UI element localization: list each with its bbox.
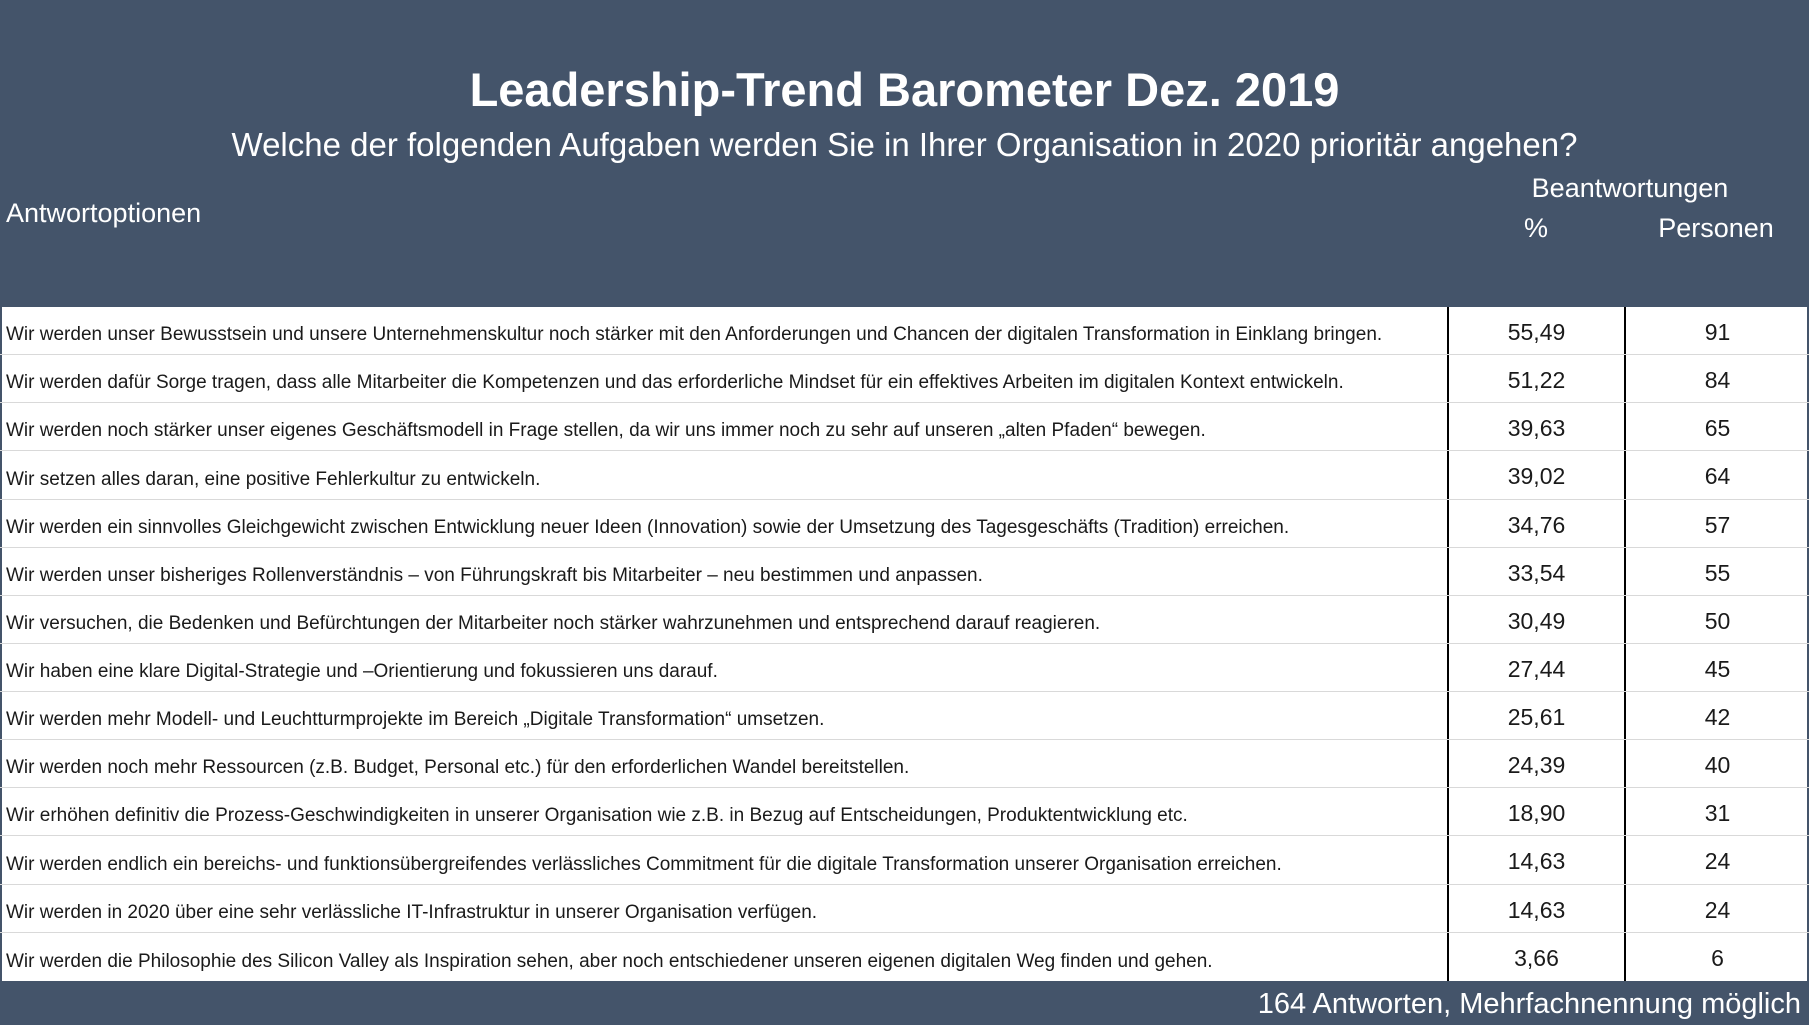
answer-option: Wir werden in 2020 über eine sehr verlässliche IT-Infrastruktur in unserer Organisation verfügen.: [6, 901, 818, 923]
answer-option: Wir werden endlich ein bereichs- und funktionsübergreifendes verlässliches Commitment für die digitale Transformation unserer Organisation erreichen.: [6, 853, 1282, 875]
table-row: [0, 885, 1809, 933]
column-header-persons: Personen: [1658, 213, 1774, 243]
table-footer: [0, 981, 1809, 1025]
answer-option: Wir werden mehr Modell- und Leuchtturmprojekte im Bereich „Digitale Transformation“ umsetzen.: [6, 709, 825, 731]
table-row: [0, 933, 1809, 981]
persons-value: 64: [1624, 451, 1809, 498]
table-row: [0, 740, 1809, 788]
persons-value: 57: [1624, 500, 1809, 547]
table-header: [0, 0, 1809, 307]
percent-value: 39,63: [1447, 403, 1624, 450]
answer-option: Wir haben eine klare Digital-Strategie und –Orientierung und fokussieren uns darauf.: [6, 661, 718, 682]
percent-value: 18,90: [1447, 788, 1624, 835]
table-row: [0, 307, 1809, 355]
persons-value: 31: [1624, 788, 1809, 835]
footer-note: 164 Antworten, Mehrfachnennung möglich: [1257, 988, 1801, 1020]
column-header-answers: Antwortoptionen: [6, 198, 202, 228]
percent-value: 55,49: [1447, 307, 1624, 354]
persons-value: 55: [1624, 548, 1809, 595]
page-subtitle: Welche der folgenden Aufgaben werden Sie in Ihrer Organisation in 2020 prioritär angehen?: [231, 126, 1578, 163]
answer-option: Wir werden die Philosophie des Silicon Valley als Inspiration sehen, aber noch entschiedener unseren eigenen digitalen Weg finden und gehen.: [6, 950, 1213, 972]
answer-option: Wir werden noch stärker unser eigenes Geschäftsmodell in Frage stellen, da wir uns immer noch zu sehr auf unseren „alten Pfaden“ bewegen.: [6, 420, 1206, 442]
percent-value: 14,63: [1447, 885, 1624, 932]
answer-option: Wir werden ein sinnvolles Gleichgewicht zwischen Entwicklung neuer Ideen (Innovation) sowie der Umsetzung des Tagesgeschäfts (Tradition) erreichen.: [6, 516, 1290, 538]
percent-value: 34,76: [1447, 500, 1624, 547]
persons-value: 65: [1624, 403, 1809, 450]
persons-value: 40: [1624, 740, 1809, 787]
table-row: [0, 355, 1809, 403]
percent-value: 27,44: [1447, 644, 1624, 691]
percent-value: 14,63: [1447, 836, 1624, 883]
table-row: [0, 692, 1809, 740]
table-row: [0, 451, 1809, 499]
persons-value: 42: [1624, 692, 1809, 739]
column-header-percent: %: [1523, 213, 1548, 243]
persons-value: 24: [1624, 885, 1809, 932]
percent-value: 24,39: [1447, 740, 1624, 787]
persons-value: 50: [1624, 596, 1809, 643]
answer-option: Wir setzen alles daran, eine positive Fehlerkultur zu entwickeln.: [6, 468, 541, 490]
persons-value: 84: [1624, 355, 1809, 402]
percent-value: 39,02: [1447, 451, 1624, 498]
percent-value: 33,54: [1447, 548, 1624, 595]
answer-option: Wir werden unser Bewusstsein und unsere Unternehmenskultur noch stärker mit den Anforderungen und Chancen der digitalen Transformation in Einklang bringen.: [6, 324, 1383, 346]
answer-option: Wir werden unser bisheriges Rollenverständnis – von Führungskraft bis Mitarbeiter – neu bestimmen und anpassen.: [6, 564, 983, 586]
percent-value: 3,66: [1447, 933, 1624, 981]
table-body: [0, 307, 1809, 981]
table-row: [0, 788, 1809, 836]
persons-value: 24: [1624, 836, 1809, 883]
answer-option: Wir werden noch mehr Ressourcen (z.B. Budget, Personal etc.) für den erforderlichen Wandel bereitstellen.: [6, 757, 910, 779]
answer-option: Wir erhöhen definitiv die Prozess-Geschwindigkeiten in unserer Organisation wie z.B. in Bezug auf Entscheidungen, Produktentwicklung etc.: [6, 805, 1188, 827]
table-row: [0, 548, 1809, 596]
answer-option: Wir werden dafür Sorge tragen, dass alle Mitarbeiter die Kompetenzen und das erforderliche Mindset für ein effektives Arbeiten im digitalen Kontext entwickeln.: [6, 372, 1344, 394]
table-row: [0, 403, 1809, 451]
persons-value: 6: [1624, 933, 1809, 981]
table-row: [0, 500, 1809, 548]
percent-value: 51,22: [1447, 355, 1624, 402]
percent-value: 30,49: [1447, 596, 1624, 643]
persons-value: 91: [1624, 307, 1809, 354]
table-row: [0, 596, 1809, 644]
page-title: Leadership-Trend Barometer Dez. 2019: [469, 63, 1340, 116]
table-row: [0, 836, 1809, 884]
column-group-header: Beantwortungen: [1531, 173, 1729, 203]
answer-option: Wir versuchen, die Bedenken und Befürchtungen der Mitarbeiter noch stärker wahrzunehmen und entsprechend darauf reagieren.: [6, 612, 1101, 634]
percent-value: 25,61: [1447, 692, 1624, 739]
persons-value: 45: [1624, 644, 1809, 691]
table-row: [0, 644, 1809, 692]
